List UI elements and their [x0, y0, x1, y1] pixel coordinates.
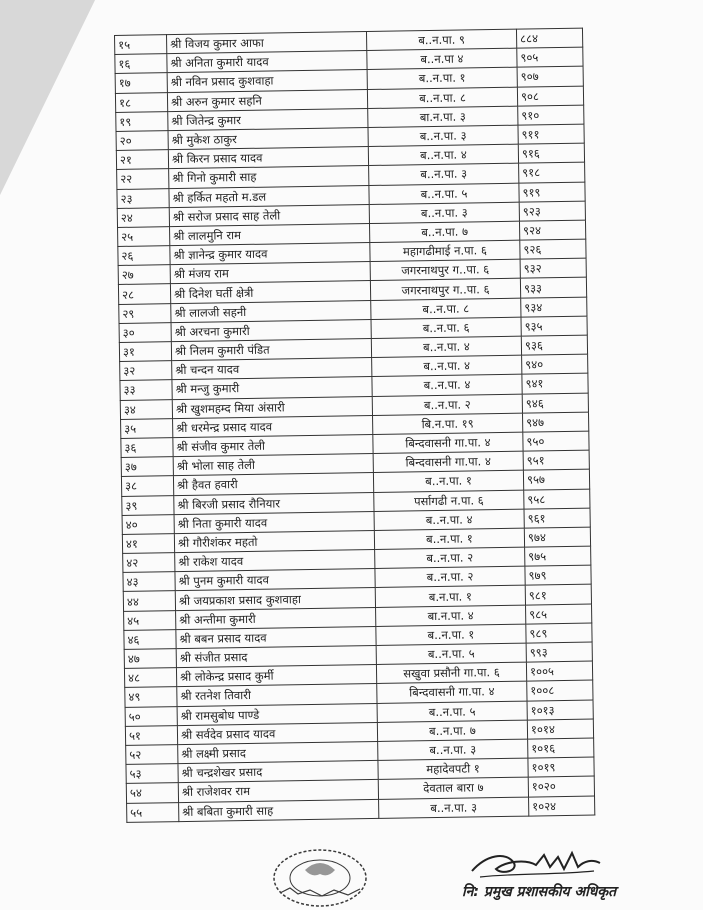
address-cell: बि.न.पा. १९: [373, 413, 523, 435]
address-cell: बिन्दवासनी गा.पा. ४: [377, 681, 527, 703]
serial-number-cell: १९: [116, 111, 168, 131]
serial-number-cell: १६: [115, 54, 167, 74]
registration-number-cell: ९४१: [522, 373, 588, 393]
name-cell: श्री मुकेश ठाकुर: [168, 127, 368, 149]
office-stamp: [270, 838, 370, 908]
serial-number-cell: ५४: [126, 783, 178, 803]
registration-number-cell: ९८५: [525, 604, 591, 624]
registration-number-cell: १०१६: [528, 738, 594, 758]
serial-number-cell: १७: [115, 73, 167, 93]
address-cell: ब..न.पा. ३: [369, 163, 519, 185]
name-cell: श्री मन्जु कुमारी: [172, 377, 372, 399]
serial-number-cell: २८: [118, 284, 170, 304]
name-cell: श्री नविन प्रसाद कुशवाहा: [167, 70, 367, 92]
address-cell: ब..न.पा. १: [367, 68, 517, 90]
table-body: [115, 28, 595, 822]
registration-number-cell: ९१६: [518, 143, 584, 163]
name-cell: श्री लक्ष्मी प्रसाद: [178, 741, 378, 763]
address-cell: ब..न.पा. ३: [369, 202, 519, 224]
serial-number-cell: ४८: [124, 668, 176, 688]
registration-number-cell: ९१०: [518, 105, 584, 125]
name-cell: श्री गिनो कुमारी साह: [169, 166, 369, 188]
registration-number-cell: ९८१: [525, 585, 591, 605]
registration-number-cell: ९२३: [519, 201, 585, 221]
address-cell: महादेवपटी १: [378, 758, 528, 780]
name-cell: श्री लालजी सहनी: [171, 300, 371, 322]
registration-number-cell: ९४६: [522, 393, 588, 413]
registration-number-cell: ९७९: [525, 565, 591, 585]
serial-number-cell: ३९: [122, 495, 174, 515]
serial-number-cell: ५१: [125, 725, 177, 745]
serial-number-cell: ३२: [120, 361, 172, 381]
address-cell: जगरनाथपुर ग..पा. ६: [370, 259, 520, 281]
name-cell: श्री चन्द्रशेखर प्रसाद: [178, 761, 378, 783]
address-cell: ब..न.पा. ३: [368, 125, 518, 147]
address-cell: ब..न.पा. १: [373, 470, 523, 492]
name-cell: श्री धरमेन्द्र प्रसाद यादव: [173, 415, 373, 437]
address-cell: ब..न.पा. ८: [371, 298, 521, 320]
serial-number-cell: २७: [118, 265, 170, 285]
name-cell: श्री सरोज प्रसाद साह तेली: [169, 204, 369, 226]
serial-number-cell: ३३: [120, 380, 172, 400]
serial-number-cell: ४१: [122, 533, 174, 553]
registration-number-cell: ९५८: [524, 489, 590, 509]
serial-number-cell: ५३: [126, 764, 178, 784]
name-cell: श्री लालमुनि राम: [170, 223, 370, 245]
name-cell: श्री हर्कित महतो म.डल: [169, 185, 369, 207]
address-cell: बा.न.पा. ४: [376, 605, 526, 627]
serial-number-cell: ४५: [124, 610, 176, 630]
registration-number-cell: १०१३: [527, 700, 593, 720]
registration-number-cell: ९४०: [522, 354, 588, 374]
serial-number-cell: ३६: [121, 438, 173, 458]
address-cell: ब..न.पा. ३: [379, 797, 529, 819]
address-cell: ब..न.पा ४: [367, 48, 517, 70]
name-cell: श्री संजीव कुमार तेली: [173, 434, 373, 456]
serial-number-cell: ४४: [123, 591, 175, 611]
name-cell: श्री बबन प्रसाद यादव: [176, 626, 376, 648]
name-cell: श्री मंजय राम: [170, 262, 370, 284]
registration-number-cell: १०१९: [528, 757, 594, 777]
registration-number-cell: १०२०: [528, 776, 594, 796]
registration-number-cell: ९९३: [526, 642, 592, 662]
address-cell: ब..न.पा. २: [375, 547, 525, 569]
address-cell: महागढीमाई न.पा. ६: [370, 240, 520, 262]
address-cell: देवताल बारा ७: [378, 777, 528, 799]
serial-number-cell: १५: [115, 35, 167, 55]
serial-number-cell: ३१: [119, 342, 171, 362]
name-cell: श्री जितेन्द्र कुमार: [168, 108, 368, 130]
serial-number-cell: ३८: [121, 476, 173, 496]
registration-number-cell: ९६१: [524, 508, 590, 528]
registration-number-cell: ९३६: [521, 335, 587, 355]
address-cell: ब..न.पा. ४: [372, 375, 522, 397]
serial-number-cell: ५०: [125, 706, 177, 726]
serial-number-cell: २६: [118, 246, 170, 266]
address-cell: बिन्दवासनी गा.पा. ४: [373, 432, 523, 454]
serial-number-cell: ४०: [122, 514, 174, 534]
address-cell: ब..न.पा. २: [372, 394, 522, 416]
name-cell: श्री निता कुमारी यादव: [174, 511, 374, 533]
registration-number-cell: ९३२: [520, 258, 586, 278]
registration-number-cell: ९३३: [520, 278, 586, 298]
address-cell: ब..न.पा. ७: [377, 720, 527, 742]
serial-number-cell: २५: [118, 227, 170, 247]
serial-number-cell: ५२: [126, 745, 178, 765]
serial-number-cell: २९: [119, 303, 171, 323]
registration-number-cell: ९५७: [523, 469, 589, 489]
registration-number-cell: ९७५: [525, 546, 591, 566]
name-cell: श्री चन्दन यादव: [172, 358, 372, 380]
address-cell: ब..न.पा. ५: [376, 643, 526, 665]
address-cell: ब..न.पा. १: [374, 528, 524, 550]
serial-number-cell: ४७: [124, 649, 176, 669]
registration-number-cell: १०२४: [529, 796, 595, 816]
registration-number-cell: ९३५: [521, 316, 587, 336]
address-cell: ब..न.पा. ४: [371, 336, 521, 358]
name-cell: श्री हैवत हवारी: [173, 473, 373, 495]
name-cell: श्री अन्तीमा कुमारी: [176, 607, 376, 629]
address-cell: ब..न.पा. २: [375, 566, 525, 588]
name-cell: श्री अरुन कुमार सहनि: [167, 89, 367, 111]
serial-number-cell: २२: [117, 169, 169, 189]
serial-number-cell: ३४: [120, 399, 172, 419]
registration-number-cell: ९१९: [519, 182, 585, 202]
name-cell: श्री राजेशवर राम: [178, 780, 378, 802]
registration-number-cell: ८८४: [516, 28, 582, 48]
registration-number-cell: ९५१: [523, 450, 589, 470]
address-cell: ब..न.पा. ४: [368, 144, 518, 166]
name-cell: श्री लोकेन्द्र प्रसाद कुर्मी: [176, 665, 376, 687]
address-cell: ब..न.पा. १: [376, 624, 526, 646]
serial-number-cell: २३: [117, 188, 169, 208]
name-cell: श्री किरन प्रसाद यादव: [168, 147, 368, 169]
signatory-designation: नि: प्रमुख प्रशासकीय अधिकृत: [462, 884, 617, 900]
address-cell: ब..न.पा. ३: [378, 739, 528, 761]
name-cell: श्री भोला साह तेली: [173, 454, 373, 476]
serial-number-cell: ३७: [121, 457, 173, 477]
serial-number-cell: ५५: [127, 802, 179, 822]
registration-number-cell: ९८९: [526, 623, 592, 643]
name-cell: श्री अरचना कुमारी: [171, 319, 371, 341]
name-cell: श्री सर्वदेव प्रसाद यादव: [177, 722, 377, 744]
name-cell: श्री गौरीशंकर महतो: [174, 530, 374, 552]
registration-number-cell: १०१४: [527, 719, 593, 739]
serial-number-cell: २४: [117, 207, 169, 227]
registration-number-cell: ९३४: [521, 297, 587, 317]
address-cell: ब.न.पा. १: [375, 586, 525, 608]
name-cell: श्री रामसुबोध पाण्डे: [177, 703, 377, 725]
address-cell: ब..न.पा. ५: [377, 701, 527, 723]
registration-number-cell: ९०८: [517, 86, 583, 106]
registration-number-cell: ९७४: [524, 527, 590, 547]
serial-number-cell: ४९: [125, 687, 177, 707]
name-cell: श्री निलम कुमारी पंडित: [171, 338, 371, 360]
registration-number-cell: ९५०: [523, 431, 589, 451]
registration-number-cell: १००८: [527, 680, 593, 700]
address-cell: ब..न.पा. ८: [367, 87, 517, 109]
serial-number-cell: ४३: [123, 572, 175, 592]
address-cell: बा.न.पा. ३: [368, 106, 518, 128]
address-cell: ब..न.पा. ४: [372, 355, 522, 377]
serial-number-cell: ४६: [124, 629, 176, 649]
serial-number-cell: ४२: [123, 553, 175, 573]
registration-number-cell: ९०५: [517, 47, 583, 67]
address-cell: ब..न.पा. ४: [374, 509, 524, 531]
serial-number-cell: ३०: [119, 322, 171, 342]
serial-number-cell: १८: [115, 92, 167, 112]
registration-number-cell: ९२६: [520, 239, 586, 259]
name-cell: श्री जयप्रकाश प्रसाद कुशवाहा: [175, 588, 375, 610]
address-cell: पर्सागढी न.पा. ६: [374, 490, 524, 512]
name-cell: श्री अनिता कुमारी यादव: [167, 51, 367, 73]
name-list-table: [114, 28, 595, 823]
address-cell: ब..न.पा. ७: [369, 221, 519, 243]
name-cell: श्री ज्ञानेन्द्र कुमार यादव: [170, 243, 370, 265]
registration-number-cell: १००५: [526, 661, 592, 681]
registration-number-cell: ९२४: [519, 220, 585, 240]
address-cell: बिन्दवासनी गा.पा. ४: [373, 451, 523, 473]
name-cell: श्री खुशमहम्द मिया अंसारी: [172, 396, 372, 418]
serial-number-cell: ३५: [121, 418, 173, 438]
address-cell: ब..न.पा. ६: [371, 317, 521, 339]
address-cell: ब..न.पा. ५: [369, 183, 519, 205]
address-cell: जगरनाथपुर ग..पा. ६: [370, 279, 520, 301]
signature: [466, 845, 606, 885]
registration-number-cell: ९४७: [522, 412, 588, 432]
name-cell: श्री रतनेश तिवारी: [177, 684, 377, 706]
name-cell: श्री दिनेश घर्ती क्षेत्री: [170, 281, 370, 303]
serial-number-cell: २०: [116, 131, 168, 151]
address-cell: सखुवा प्रसौनी गा.पा. ६: [376, 662, 526, 684]
registration-number-cell: ९१८: [519, 162, 585, 182]
name-cell: श्री बबिता कुमारी साह: [179, 799, 379, 821]
serial-number-cell: २१: [116, 150, 168, 170]
registration-number-cell: ९०७: [517, 67, 583, 87]
name-cell: श्री बिरजी प्रसाद रौनियार: [174, 492, 374, 514]
registration-number-cell: ९११: [518, 124, 584, 144]
name-cell: श्री संजीत प्रसाद: [176, 645, 376, 667]
address-cell: ब..न.पा. ९: [366, 29, 516, 51]
name-cell: श्री राकेश यादव: [175, 550, 375, 572]
name-cell: श्री पुनम कुमारी यादव: [175, 569, 375, 591]
name-cell: श्री विजय कुमार आफा: [167, 32, 367, 54]
